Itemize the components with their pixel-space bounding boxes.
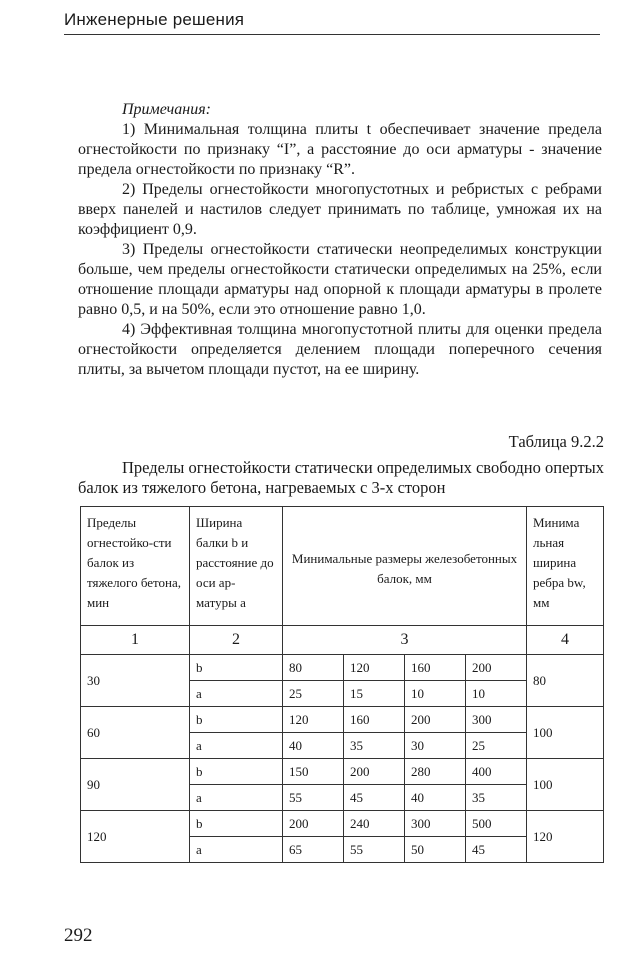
b-value: 80 (283, 655, 344, 681)
a-value: 25 (465, 733, 526, 759)
b-label: b (190, 655, 283, 681)
note-2: 2) Пределы огнестойкости многопустотных и ребристых с ребрами вверх панелей и настилов следует принимать по таблице, умножая их на коэффициент 0,9. (78, 181, 602, 238)
a-value: 50 (404, 837, 465, 863)
rib-width-cell: 100 (527, 707, 604, 759)
col-number: 3 (283, 626, 527, 655)
a-value: 35 (465, 785, 526, 811)
page-number: 292 (64, 925, 93, 946)
table-title: Пределы огнестойкости статически определимых свободно опертых балок из тяжелого бетона, нагреваемых с 3-х сторон (78, 458, 604, 497)
note-3: 3) Пределы огнестойкости статически неопределимых конструкции больше, чем пределы огнестойкости статически определимых на 25%, если отношение площади арматуры над опорной к площади арматуры в пролете равно 0,5, и на 50%, если это отношение равно 1,0. (78, 241, 602, 318)
header-fire-limit: Пределы огнестойко-сти балок из тяжелого бетона, мин (81, 507, 190, 626)
a-value: 30 (404, 733, 465, 759)
a-value: 55 (283, 785, 344, 811)
a-value: 40 (404, 785, 465, 811)
b-value: 120 (283, 707, 344, 733)
a-label: a (190, 785, 283, 811)
b-value: 300 (404, 811, 465, 837)
a-label: a (190, 733, 283, 759)
b-label: b (190, 707, 283, 733)
col-number: 2 (190, 626, 283, 655)
note-4: 4) Эффективная толщина многопустотной плиты для оценки предела огнестойкости определяется делением площади поперечного сечения плиты, за вычетом площади пустот, на ее ширину. (78, 321, 602, 378)
b-value: 200 (283, 811, 344, 837)
note-1: 1) Минимальная толщина плиты t обеспечивает значение предела огнестойкости по признаку “I”, а расстояние до оси арматуры - значение предела огнестойкости по признаку “R”. (78, 121, 602, 178)
b-value: 200 (404, 707, 465, 733)
b-value: 200 (465, 655, 526, 681)
fire-limit-cell: 120 (81, 811, 190, 863)
fire-limit-cell: 30 (81, 655, 190, 707)
b-value: 400 (465, 759, 526, 785)
b-value: 160 (404, 655, 465, 681)
b-value: 240 (343, 811, 404, 837)
rib-width-cell: 80 (527, 655, 604, 707)
table-caption (78, 432, 604, 498)
b-label: b (190, 811, 283, 837)
col-number: 4 (527, 626, 604, 655)
table-row (81, 655, 604, 681)
header-rib-width: Минима льная ширина ребра bw, мм (527, 507, 604, 626)
b-value: 150 (283, 759, 344, 785)
table-number: Таблица 9.2.2 (508, 432, 604, 451)
a-value: 10 (404, 681, 465, 707)
b-value: 120 (343, 655, 404, 681)
running-header: Инженерные решения (64, 10, 600, 35)
rib-width-cell: 120 (527, 811, 604, 863)
a-value: 45 (465, 837, 526, 863)
a-value: 65 (283, 837, 344, 863)
table-row (81, 707, 604, 733)
a-value: 45 (343, 785, 404, 811)
b-value: 300 (465, 707, 526, 733)
a-value: 25 (283, 681, 344, 707)
table-row (81, 811, 604, 837)
a-value: 35 (343, 733, 404, 759)
b-value: 200 (343, 759, 404, 785)
a-value: 15 (343, 681, 404, 707)
fire-resistance-table (80, 506, 604, 863)
a-value: 10 (465, 681, 526, 707)
notes-section (78, 100, 602, 380)
a-value: 55 (343, 837, 404, 863)
b-label: b (190, 759, 283, 785)
notes-heading: Примечания: (122, 101, 211, 118)
header-min-dimensions: Минимальные размеры железобетонных балок, мм (283, 507, 527, 626)
col-number: 1 (81, 626, 190, 655)
b-value: 280 (404, 759, 465, 785)
fire-limit-cell: 90 (81, 759, 190, 811)
rib-width-cell: 100 (527, 759, 604, 811)
a-label: a (190, 681, 283, 707)
header-width-distance: Ширина балки b и расстояние до оси ар-матуры a (190, 507, 283, 626)
b-value: 500 (465, 811, 526, 837)
fire-limit-cell: 60 (81, 707, 190, 759)
a-label: a (190, 837, 283, 863)
table-row (81, 759, 604, 785)
b-value: 160 (343, 707, 404, 733)
a-value: 40 (283, 733, 344, 759)
